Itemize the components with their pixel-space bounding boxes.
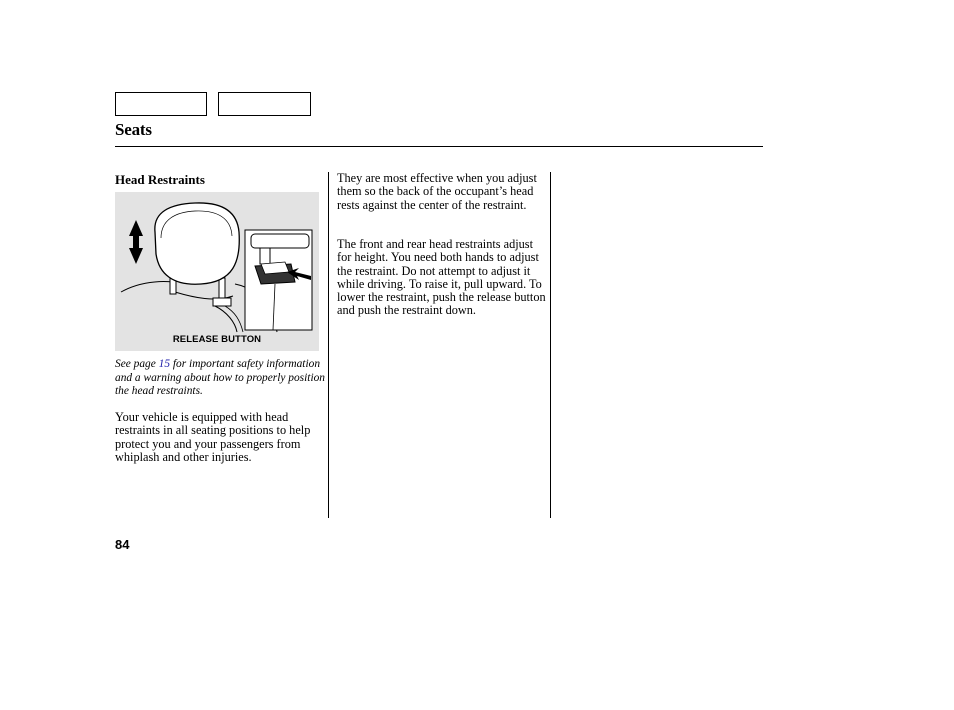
safety-note xyxy=(115,358,325,399)
effectiveness-paragraph: They are most effective when you adjust them so the back of the occupant’s head rests against the center of the restraint. xyxy=(337,171,537,212)
figure-caption: RELEASE BUTTON xyxy=(172,334,262,345)
nav-tab-box-1[interactable] xyxy=(115,92,207,116)
note-text-before: See page xyxy=(115,358,159,370)
column-divider-right xyxy=(550,172,551,518)
page-number: 84 xyxy=(115,537,130,552)
intro-paragraph: Your vehicle is equipped with head restraints in all seating positions to help protect you and your passengers from whiplash and other injuries. xyxy=(115,410,311,464)
head-restraint-illustration xyxy=(115,192,319,351)
note-text-after: for important safety information and a warning about how to properly position the head restraints. xyxy=(115,358,325,397)
title-divider xyxy=(115,146,763,147)
page-reference-link[interactable]: 15 xyxy=(158,358,171,370)
column-divider-left xyxy=(328,172,329,518)
head-restraint-drawing xyxy=(115,192,319,351)
page-title: Seats xyxy=(115,120,152,139)
nav-tab-box-2[interactable] xyxy=(218,92,311,116)
section-heading: Head Restraints xyxy=(115,172,205,187)
adjustment-paragraph: The front and rear head restraints adjust for height. You need both hands to adjust the restraint. Do not attempt to adjust it while driving. To raise it, pull upward. To lower the restraint, push the release button and push the restraint down. xyxy=(337,237,546,318)
